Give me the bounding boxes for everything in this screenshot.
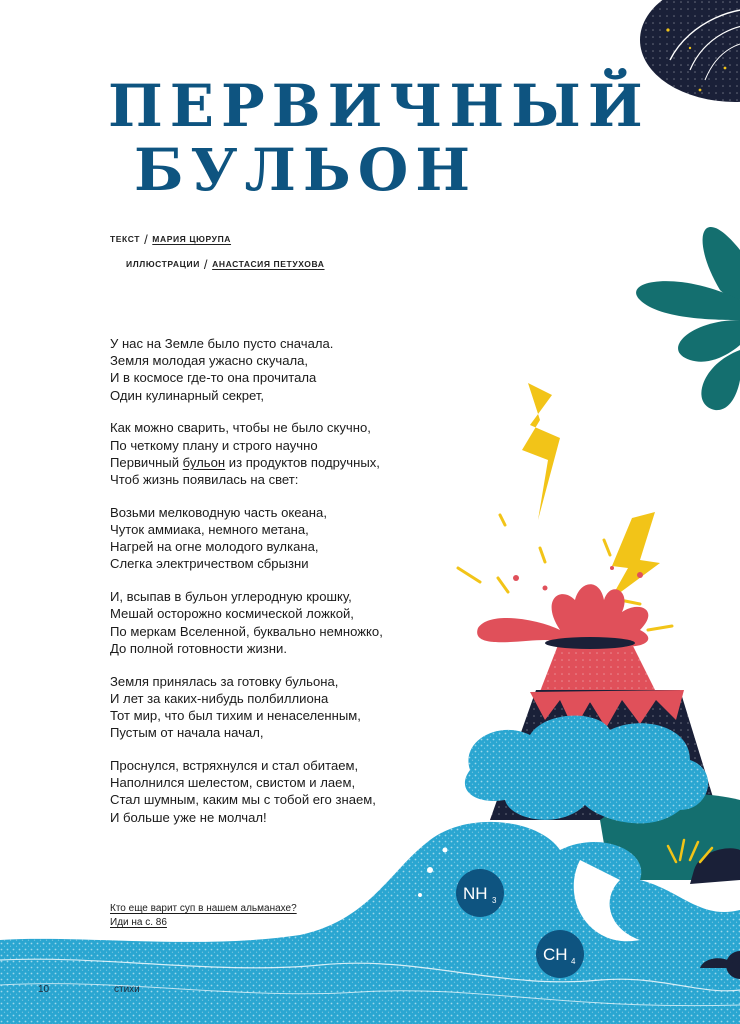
illustrations-author-link[interactable]: АНАСТАСИЯ ПЕТУХОВА xyxy=(212,259,325,269)
poem-line: Чуток аммиака, немного метана, xyxy=(110,522,309,538)
poem-line: Наполнился шелестом, свистом и лаем, xyxy=(110,775,356,791)
cross-reference-question[interactable]: Кто еще варит суп в нашем альманахе? xyxy=(110,903,297,914)
poem-text: Первичный xyxy=(110,454,183,470)
ammonia-subscript: 3 xyxy=(492,896,497,905)
poem-line: Стал шумным, каким мы с тобой его знаем, xyxy=(110,792,376,808)
title-line-1: ПЕРВИЧНЫЙ xyxy=(108,72,650,140)
ammonia-molecule xyxy=(456,869,504,917)
poem-stanza-5 xyxy=(110,673,440,742)
poem-line: Слегка электричеством сбрызни xyxy=(110,556,309,572)
poem-stanza-3 xyxy=(110,504,440,573)
methane-label: CH xyxy=(543,945,568,964)
text-credit-label: ТЕКСТ xyxy=(110,234,141,244)
poem-line: И в космосе где-то она прочитала xyxy=(110,370,317,386)
poem-line: Чтоб жизнь появилась на свет: xyxy=(110,472,299,488)
leaf-shape xyxy=(636,227,740,410)
poem-line: Земля молодая ужасно скучала, xyxy=(110,353,309,369)
illustrations-credit-label: ИЛЛЮСТРАЦИИ xyxy=(126,259,200,269)
methane-molecule xyxy=(536,930,584,978)
poem-line: Возьми мелководную часть океана, xyxy=(110,504,327,520)
ammonia-label: NH xyxy=(463,884,488,903)
poem-line: Пустым от начала начал, xyxy=(110,725,264,741)
poem-line: У нас на Земле было пусто сначала. xyxy=(110,336,334,351)
broth-link[interactable]: бульон xyxy=(182,454,226,470)
poem-line: Земля принялась за готовку бульона, xyxy=(110,673,339,689)
cross-reference-page-link[interactable]: Иди на с. 86 xyxy=(110,917,167,928)
text-author-link[interactable]: МАРИЯ ЦЮРУПА xyxy=(152,234,232,244)
methane-subscript: 4 xyxy=(571,957,576,966)
poem-line: И лет за каких-нибудь полбиллиона xyxy=(110,690,329,706)
poem-line: Нагрей на огне молодого вулкана, xyxy=(110,539,319,555)
section-label: стихи xyxy=(114,984,140,995)
poem-line: По меркам Вселенной, буквально немножко, xyxy=(110,623,383,639)
poem-line: Один кулинарный секрет, xyxy=(110,387,265,403)
credit-separator: / xyxy=(144,232,149,247)
poem-line: По четкому плану и строго научно xyxy=(110,437,318,453)
poem-stanza-6 xyxy=(110,757,440,826)
poem-stanza-2 xyxy=(110,419,440,488)
poem-stanza-4 xyxy=(110,588,440,657)
poem-line: И больше уже не молчал! xyxy=(110,809,267,825)
credit-separator: / xyxy=(203,257,209,272)
lightning-icon xyxy=(522,383,660,600)
poem-stanza-1 xyxy=(110,335,440,404)
poem xyxy=(110,335,440,841)
illustrations-credit xyxy=(126,257,325,272)
page-title xyxy=(108,74,650,202)
poem-line xyxy=(110,454,440,471)
text-credit xyxy=(110,232,231,247)
poem-line: До полной готовности жизни. xyxy=(110,640,287,656)
poem-line: Мешай осторожно космической ложкой, xyxy=(110,606,354,622)
planet-shape xyxy=(640,0,740,102)
title-line-2: БУЛЬОН xyxy=(134,136,478,204)
poem-text: из продуктов подручных, xyxy=(225,454,380,470)
poem-line: Тот мир, что был тихим и ненаселенным, xyxy=(110,708,361,724)
poem-line: Как можно сварить, чтобы не было скучно, xyxy=(110,420,371,436)
cross-reference[interactable] xyxy=(110,902,297,930)
poem-line: И, всыпав в бульон углеродную крошку, xyxy=(110,589,352,605)
poem-line: Проснулся, встряхнулся и стал обитаем, xyxy=(110,758,359,774)
page-number: 10 xyxy=(38,984,50,995)
